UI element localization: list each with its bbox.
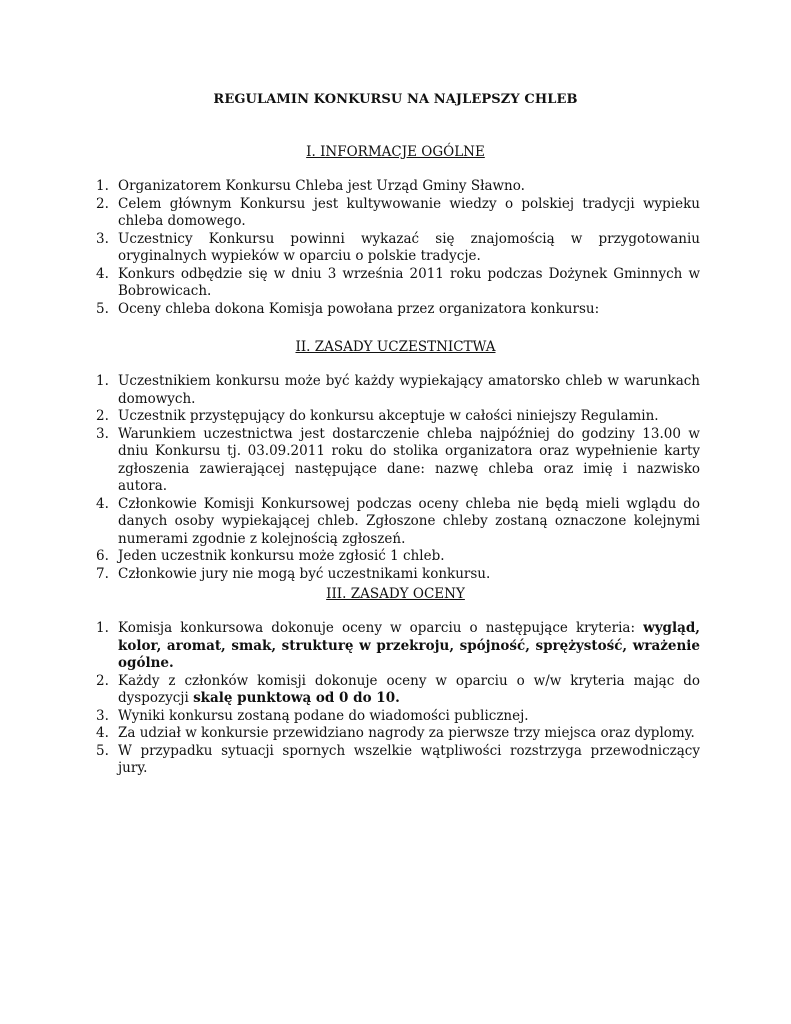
list-item: [96, 673, 700, 708]
item-text: Jeden uczestnik konkursu może zgłosić 1 chleb.: [118, 548, 445, 564]
item-number: 5.: [96, 742, 109, 759]
item-bold-text: wygląd, kolor, aromat, smak, strukturę w przekroju, spójność, sprężystość, wrażenie ogólne.: [118, 620, 700, 671]
list-item: [96, 566, 700, 584]
item-number: 4.: [96, 265, 109, 282]
document-title: REGULAMIN KONKURSU NA NAJLEPSZY CHLEB: [213, 92, 578, 107]
item-number: 7.: [96, 565, 109, 582]
item-text: Warunkiem uczestnictwa jest dostarczenie chleba najpóźniej do godziny 13.00 w dniu Konkursu tj. 03.09.2011 roku do stolika organizatora oraz wypełnienie karty zgłoszenia zawierającej następujące dane: nazwę chleba oraz imię i nazwisko autora.: [118, 425, 700, 494]
section-heading-3: III. ZASADY OCENY: [326, 586, 465, 602]
item-number: 4.: [96, 725, 109, 741]
item-text: Konkurs odbędzie się w dniu 3 września 2011 roku podczas Dożynek Gminnych w Bobrowicach.: [118, 265, 700, 299]
section-heading-2: II. ZASADY UCZESTNICTWA: [295, 339, 496, 355]
list-item: [96, 496, 700, 549]
list-item: [96, 708, 700, 726]
item-number: 3.: [96, 425, 109, 442]
item-number: 4.: [96, 495, 109, 512]
item-number: 1.: [96, 178, 109, 194]
item-text: Oceny chleba dokona Komisja powołana przez organizatora konkursu:: [118, 300, 600, 317]
item-text: Organizatorem Konkursu Chleba jest Urząd Gminy Sławno.: [118, 178, 525, 194]
item-number: 1.: [96, 620, 109, 636]
item-number: 2.: [96, 672, 109, 689]
item-bold-text: skalę punktową od 0 do 10.: [193, 690, 400, 706]
item-text: Każdy z członków komisji dokonuje oceny w oparciu o w/w kryteria mając do dyspozycji: [118, 672, 700, 706]
item-number: 6.: [96, 548, 109, 564]
list-item: [96, 266, 700, 301]
list-item: [96, 743, 700, 778]
item-number: 2.: [96, 408, 109, 424]
section-2-list: [96, 373, 700, 583]
list-item: [96, 620, 700, 673]
section-3-list: [96, 620, 700, 778]
section-1-list: [96, 178, 700, 318]
item-number: 5.: [96, 300, 109, 317]
item-text: Uczestnik przystępujący do konkursu akceptuje w całości niniejszy Regulamin.: [118, 408, 659, 424]
list-item: [96, 231, 700, 266]
list-item: [96, 196, 700, 231]
item-number: 3.: [96, 230, 109, 247]
item-text: W przypadku sytuacji spornych wszelkie wątpliwości rozstrzyga przewodniczący jury.: [118, 742, 700, 776]
item-number: 1.: [96, 373, 109, 389]
item-text: Uczestnicy Konkursu powinni wykazać się znajomością w przygotowaniu oryginalnych wypieków w oparciu o polskie tradycje.: [118, 230, 700, 264]
list-item: [96, 301, 700, 319]
item-text: Członkowie Komisji Konkursowej podczas oceny chleba nie będą mieli wglądu do danych osoby wypiekającej chleb. Zgłoszone chleby zostaną oznaczone kolejnymi numerami zgodnie z kolejnością zgłoszeń.: [118, 495, 700, 547]
item-text: Uczestnikiem konkursu może być każdy wypiekający amatorsko chleb w warunkach domowych.: [118, 373, 700, 407]
item-text: Za udział w konkursie przewidziano nagrody za pierwsze trzy miejsca oraz dyplomy.: [118, 725, 695, 741]
item-number: 2.: [96, 195, 109, 212]
list-item: [96, 178, 700, 196]
section-heading-1: I. INFORMACJE OGÓLNE: [306, 144, 485, 160]
item-text: Wyniki konkursu zostaną podane do wiadomości publicznej.: [118, 707, 529, 724]
list-item: [96, 725, 700, 743]
list-item: [96, 426, 700, 496]
list-item: [96, 548, 700, 566]
item-text: Członkowie jury nie mogą być uczestnikami konkursu.: [118, 565, 491, 582]
item-number: 3.: [96, 707, 109, 724]
item-text: Celem głównym Konkursu jest kultywowanie wiedzy o polskiej tradycji wypieku chleba domowego.: [118, 195, 700, 229]
item-text: Komisja konkursowa dokonuje oceny w oparciu o następujące kryteria:: [118, 620, 644, 636]
list-item: [96, 373, 700, 408]
list-item: [96, 408, 700, 426]
